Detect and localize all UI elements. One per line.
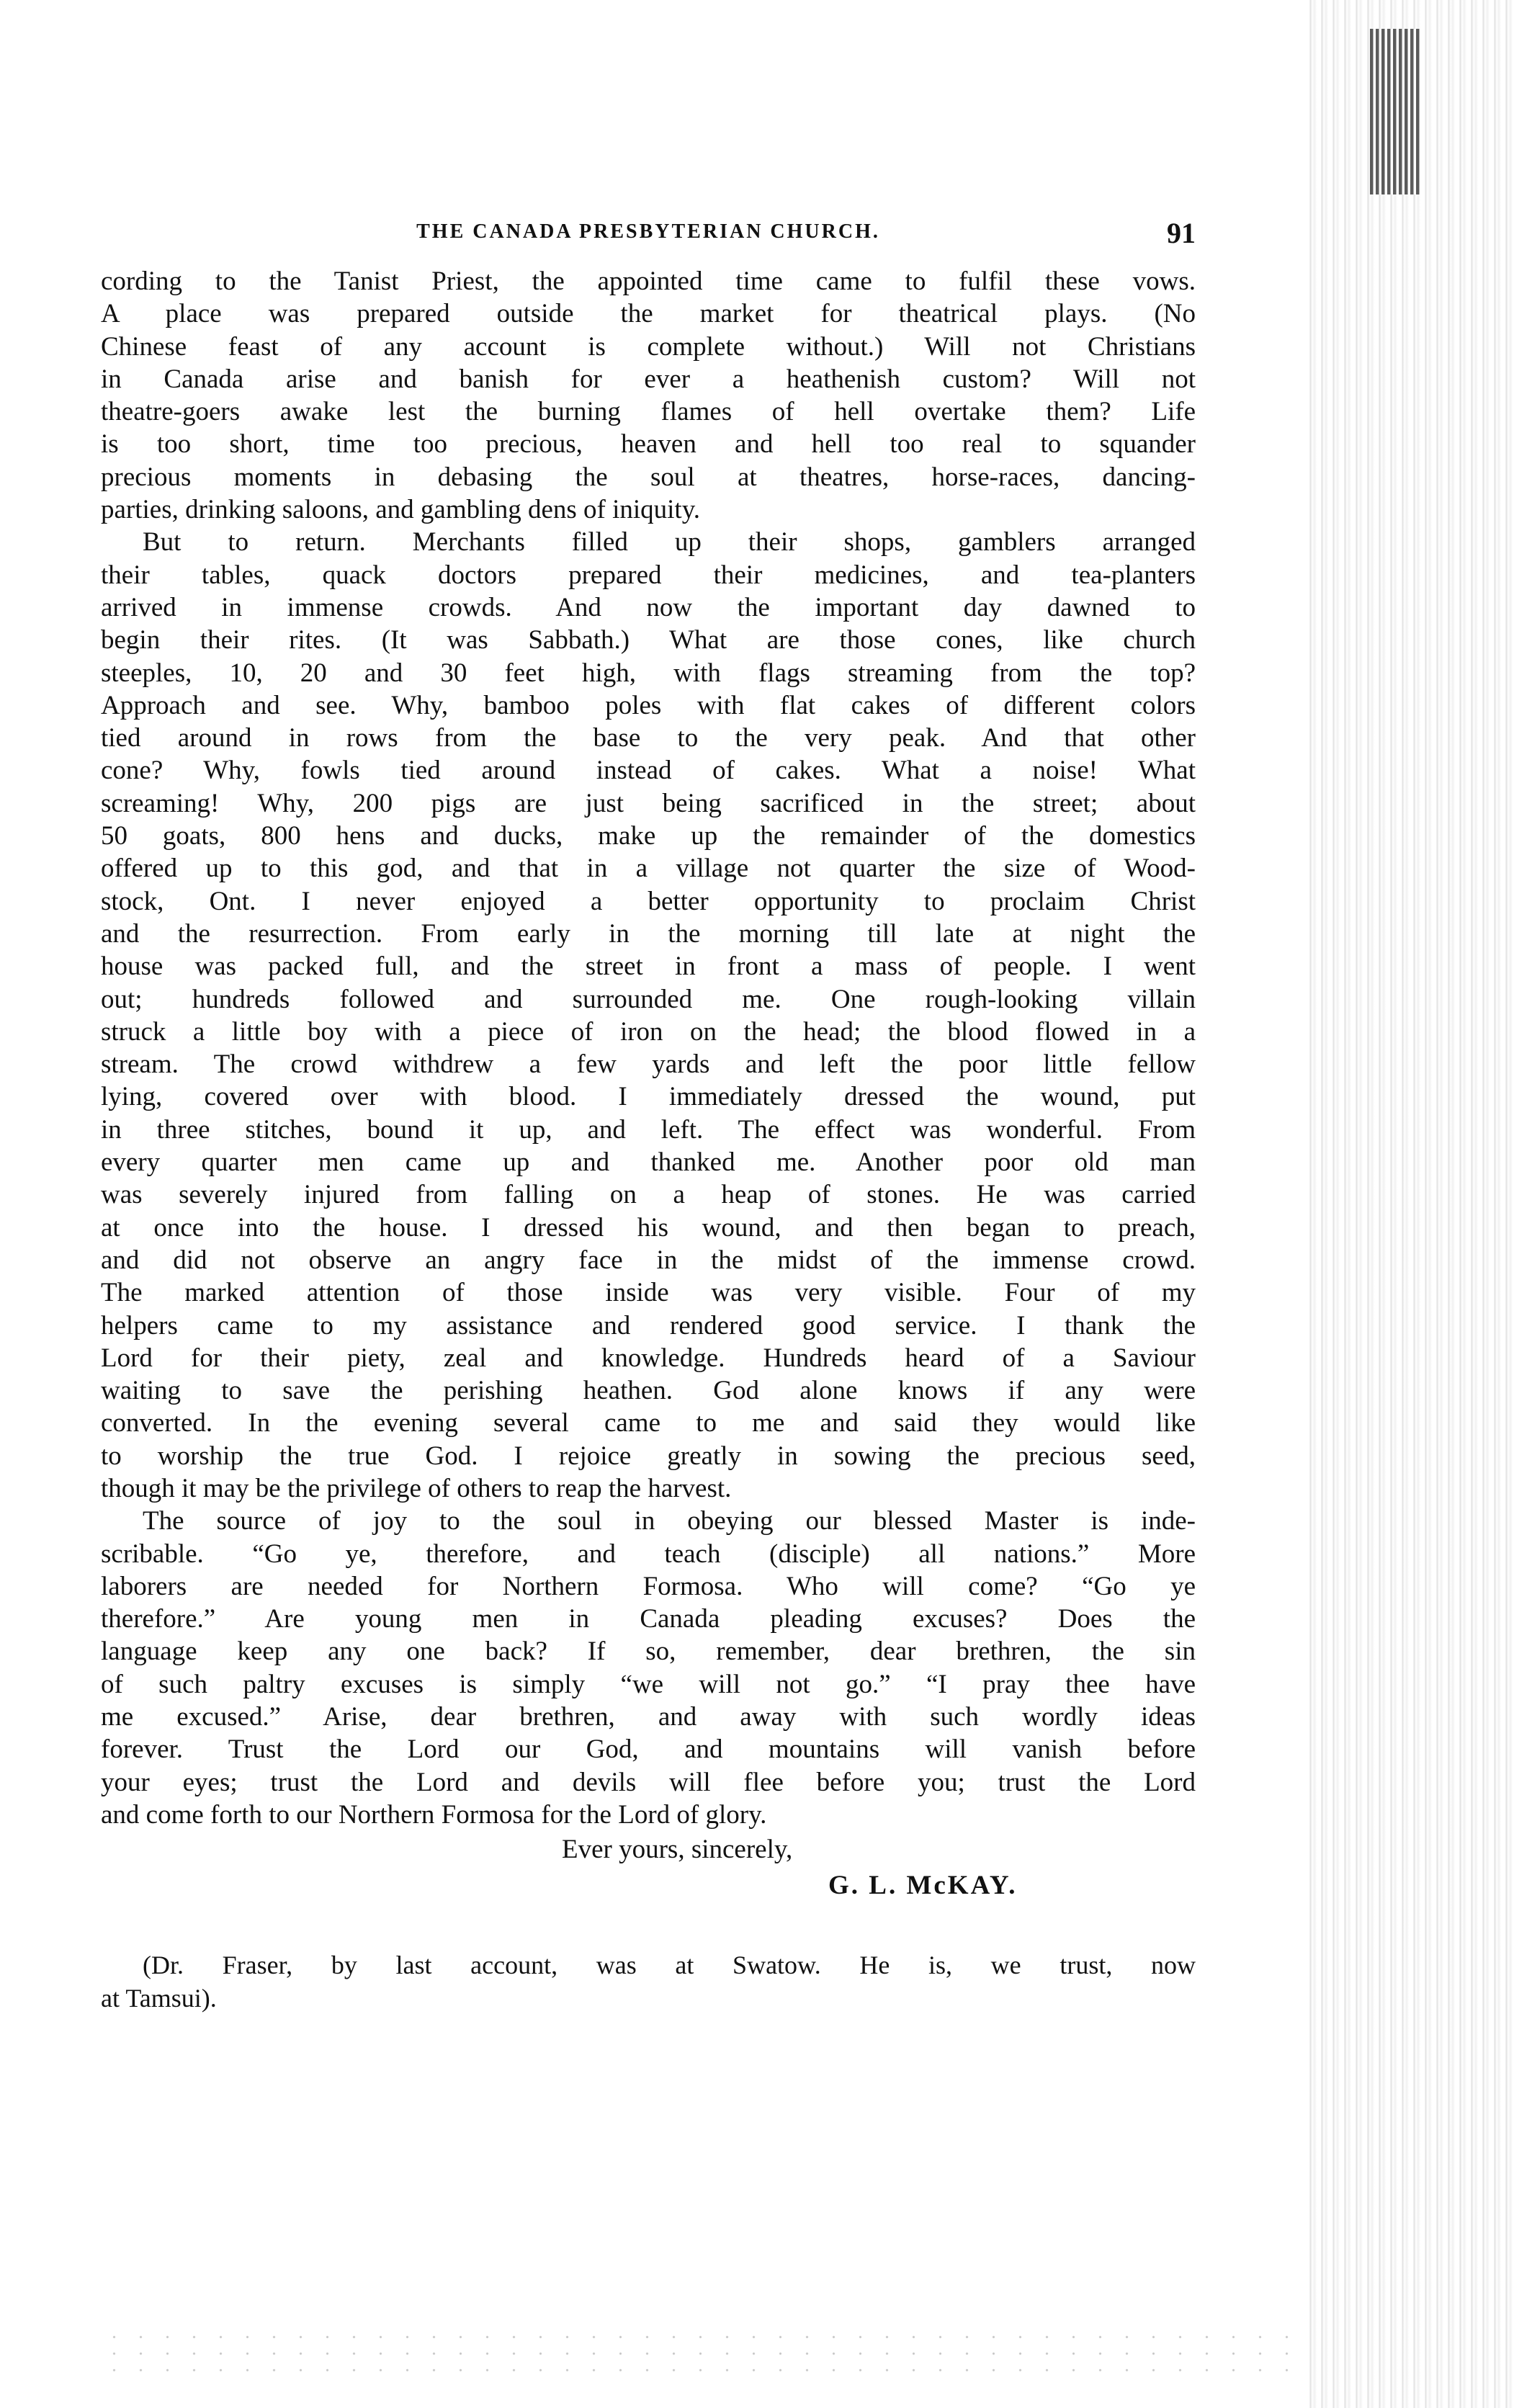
letter-signature: G. L. McKAY.	[828, 1871, 1018, 1901]
text-line: Lord for their piety, zeal and knowledge. Hundreds heard of a Saviour	[101, 1343, 1196, 1373]
text-line: and come forth to our Northern Formosa for the Lord of glory.	[101, 1799, 767, 1830]
page-number: 91	[1167, 217, 1196, 249]
text-line: helpers came to my assistance and rendered good service. I thank the	[101, 1310, 1196, 1340]
text-line: waiting to save the perishing heathen. God alone knows if any were	[101, 1376, 1196, 1406]
text-line: The source of joy to the soul in obeying our blessed Master is inde-	[143, 1506, 1196, 1536]
text-line: at once into the house. I dressed his wound, and then began to preach,	[101, 1212, 1196, 1243]
text-line: therefore.” Are young men in Canada pleading excuses? Does the	[101, 1604, 1196, 1634]
text-line: every quarter men came up and thanked me. Another poor old man	[101, 1147, 1196, 1178]
text-line: house was packed full, and the street in front a mass of people. I went	[101, 952, 1196, 982]
text-line: 50 goats, 800 hens and ducks, make up the remainder of the domestics	[101, 821, 1196, 851]
text-line: and did not observe an angry face in the midst of the immense crowd.	[101, 1245, 1196, 1275]
text-line: begin their rites. (It was Sabbath.) What are those cones, like church	[101, 625, 1196, 655]
text-line: and the resurrection. From early in the morning till late at night the	[101, 918, 1196, 949]
page-content	[101, 216, 1196, 2015]
text-line: arrived in immense crowds. And now the important day dawned to	[101, 592, 1196, 622]
text-line: Approach and see. Why, bamboo poles with flat cakes of different colors	[101, 690, 1196, 720]
text-line: to worship the true God. I rejoice greatly in sowing the precious seed,	[101, 1441, 1196, 1471]
letter-closing: Ever yours, sincerely,	[562, 1835, 793, 1865]
editorial-note	[101, 1949, 1196, 2015]
running-head	[101, 216, 1196, 259]
text-line: stream. The crowd withdrew a few yards and left the poor little fellow	[101, 1049, 1196, 1080]
text-line: steeples, 10, 20 and 30 feet high, with flags streaming from the top?	[101, 658, 1196, 688]
text-line: of such paltry excuses is simply “we will not go.” “I pray thee have	[101, 1669, 1196, 1699]
text-line: cording to the Tanist Priest, the appointed time came to fulfil these vows.	[101, 267, 1196, 296]
text-line: was severely injured from falling on a heap of stones. He was carried	[101, 1180, 1196, 1210]
text-line: though it may be the privilege of others to reap the harvest.	[101, 1473, 732, 1503]
text-line: Chinese feast of any account is complete without.) Will not Christians	[101, 331, 1196, 362]
text-line: screaming! Why, 200 pigs are just being sacrificed in the street; about	[101, 788, 1196, 818]
text-line: struck a little boy with a piece of iron on the head; the blood flowed in a	[101, 1016, 1196, 1047]
print-speckle	[101, 2329, 1298, 2379]
text-line: theatre-goers awake lest the burning flames of hell overtake them? Life	[101, 397, 1196, 427]
note-line: (Dr. Fraser, by last account, was at Swatow. He is, we trust, now	[143, 1951, 1196, 1980]
text-line: scribable. “Go ye, therefore, and teach (disciple) all nations.” More	[101, 1539, 1196, 1569]
text-line: precious moments in debasing the soul at theatres, horse-races, dancing-	[101, 462, 1196, 492]
text-line: The marked attention of those inside was very visible. Four of my	[101, 1278, 1196, 1308]
text-line: converted. In the evening several came to me and said they would like	[101, 1408, 1196, 1438]
binding-shadow	[1370, 29, 1420, 194]
text-line: forever. Trust the Lord our God, and mountains will vanish before	[101, 1735, 1196, 1765]
text-line: your eyes; trust the Lord and devils will flee before you; trust the Lord	[101, 1767, 1196, 1797]
text-line: is too short, time too precious, heaven and hell too real to squander	[101, 429, 1196, 460]
text-line: But to return. Merchants filled up their shops, gamblers arranged	[143, 527, 1196, 558]
text-line: their tables, quack doctors prepared their medicines, and tea-planters	[101, 560, 1196, 590]
text-line: lying, covered over with blood. I immediately dressed the wound, put	[101, 1082, 1196, 1112]
text-line: tied around in rows from the base to the very peak. And that other	[101, 723, 1196, 753]
text-line: out; hundreds followed and surrounded me. One rough-looking villain	[101, 984, 1196, 1014]
text-line: parties, drinking saloons, and gambling dens of iniquity.	[101, 495, 701, 525]
text-line: in Canada arise and banish for ever a heathenish custom? Will not	[101, 364, 1196, 394]
page-edge-shadow	[1305, 0, 1514, 2408]
text-line: language keep any one back? If so, remember, dear brethren, the sin	[101, 1637, 1196, 1667]
text-line: in three stitches, bound it up, and left. The effect was wonderful. From	[101, 1114, 1196, 1145]
text-line: laborers are needed for Northern Formosa. Who will come? “Go ye	[101, 1571, 1196, 1601]
text-line: A place was prepared outside the market for theatrical plays. (No	[101, 299, 1196, 329]
note-line: at Tamsui).	[101, 1983, 217, 2013]
text-line: cone? Why, fowls tied around instead of cakes. What a noise! What	[101, 756, 1196, 786]
text-line: stock, Ont. I never enjoyed a better opportunity to proclaim Christ	[101, 886, 1196, 916]
article-body	[101, 265, 1196, 1831]
text-line: offered up to this god, and that in a village not quarter the size of Wood-	[101, 854, 1196, 884]
running-head-title: THE CANADA PRESBYTERIAN CHURCH.	[416, 220, 880, 243]
text-line: me excused.” Arise, dear brethren, and away with such wordly ideas	[101, 1702, 1196, 1732]
